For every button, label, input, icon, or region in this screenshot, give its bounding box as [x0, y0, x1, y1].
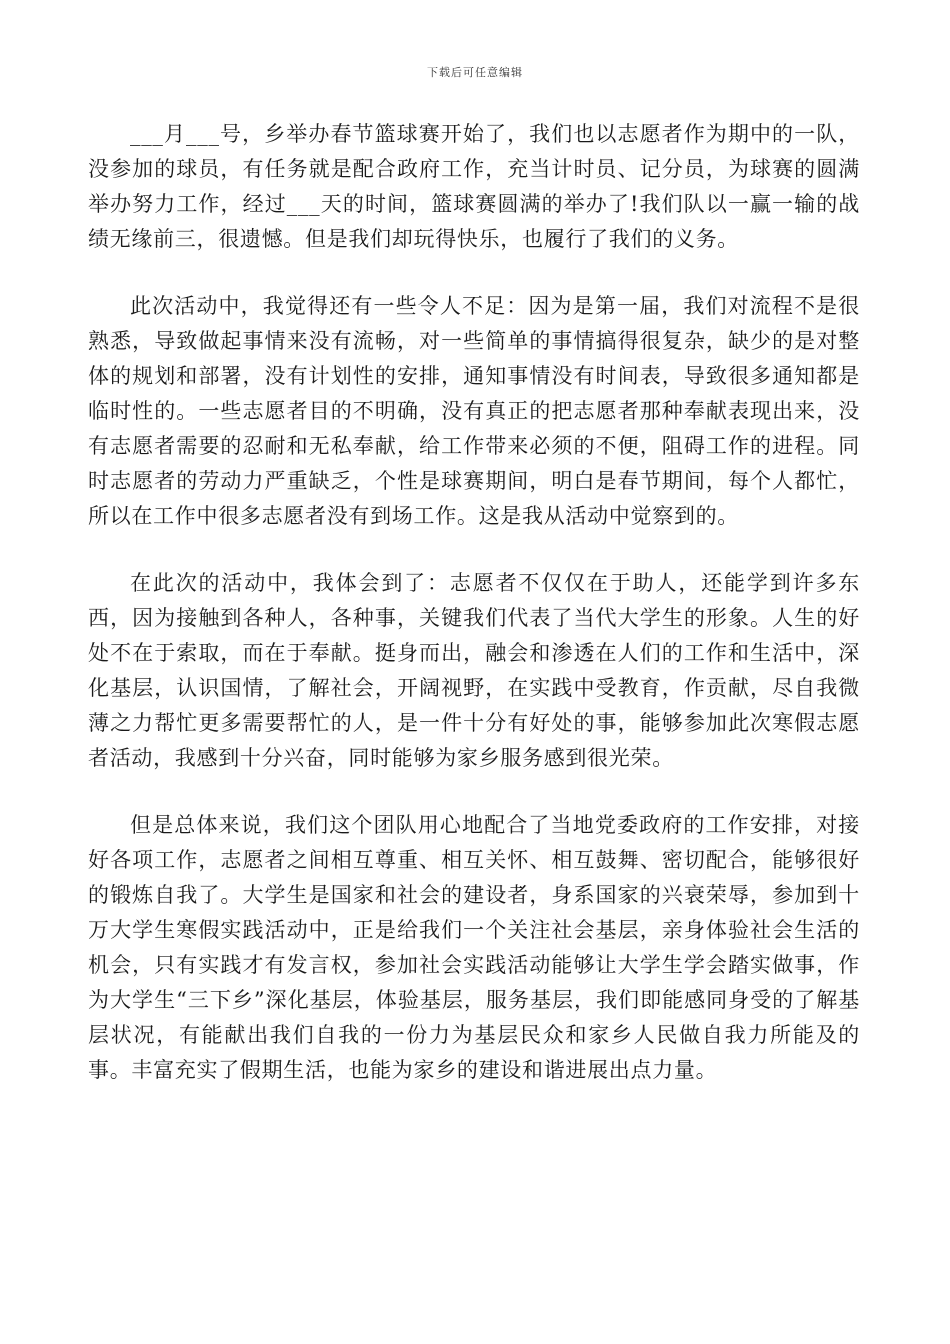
paragraph-3: 在此次的活动中，我体会到了：志愿者不仅仅在于助人，还能学到许多东西，因为接触到各种人，各种事，关键我们代表了当代大学生的形象。人生的好处不在于索取，而在于奉献。挺身而出，融会和渗透在人们的工作和生活中，深化基层，认识国情，了解社会，开阔视野，在实践中受教育，作贡献，尽自我微薄之力帮忙更多需要帮忙的人，是一件十分有好处的事，能够参加此次寒假志愿者活动，我感到十分兴奋，同时能够为家乡服务感到很光荣。	[88, 571, 860, 770]
paragraph-2: 此次活动中，我觉得还有一些令人不足：因为是第一届，我们对流程不是很熟悉，导致做起事情来没有流畅，对一些简单的事情搞得很复杂，缺少的是对整体的规划和部署，没有计划性的安排，通知事情没有时间表，导致很多通知都是临时性的。一些志愿者目的不明确，没有真正的把志愿者那种奉献表现出来，没有志愿者需要的忍耐和无私奉献，给工作带来必须的不便，阻碍工作的进程。同时志愿者的劳动力严重缺乏，个性是球赛期间，明白是春节期间，每个人都忙，所以在工作中很多志愿者没有到场工作。这是我从活动中觉察到的。	[88, 294, 860, 528]
paragraph-4: 但是总体来说，我们这个团队用心地配合了当地党委政府的工作安排，对接好各项工作，志愿者之间相互尊重、相互关怀、相互鼓舞、密切配合，能够很好的锻炼自我了。大学生是国家和社会的建设者，身系国家的兴衰荣辱，参加到十万大学生寒假实践活动中，正是给我们一个关注社会基层，亲身体验社会生活的机会，只有实践才有发言权，参加社会实践活动能够让大学生学会踏实做事，作为大学生“三下乡”深化基层，体验基层，服务基层，我们即能感同身受的了解基层状况，有能献出我们自我的一份力为基层民众和家乡人民做自我力所能及的事。丰富充实了假期生活，也能为家乡的建设和谐进展出点力量。	[88, 813, 860, 1082]
page-header: 下载后可任意编辑	[427, 66, 523, 79]
paragraph-1: ___月___号，乡举办春节篮球赛开始了，我们也以志愿者作为期中的一队，没参加的球员，有任务就是配合政府工作，充当计时员、记分员，为球赛的圆满举办努力工作，经过___天的时间，篮球赛圆满的举办了!我们队以一赢一输的战绩无缘前三，很遗憾。但是我们却玩得快乐，也履行了我们的义务。	[88, 122, 860, 251]
document-body	[88, 117, 860, 1088]
